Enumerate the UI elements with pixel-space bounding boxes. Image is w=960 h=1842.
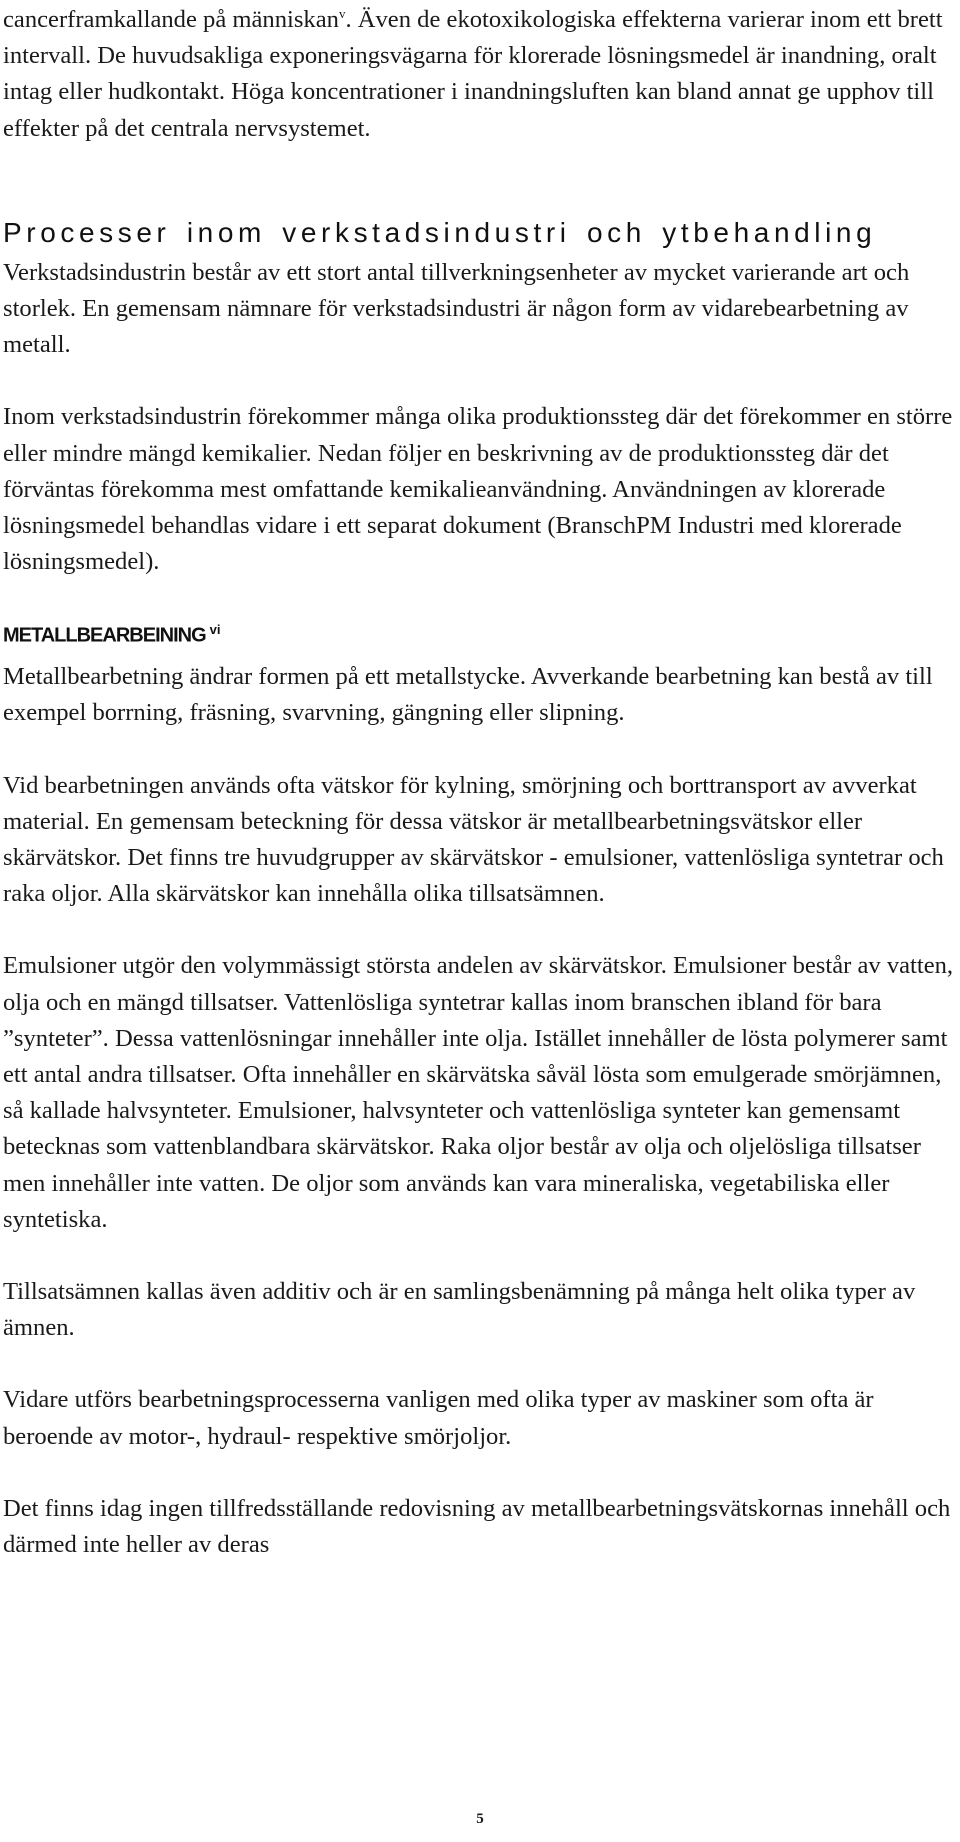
footnote-ref-v: v [338,5,346,21]
intro-text-end: . Även de ekotoxikologiska effekterna varierar inom ett brett intervall. De huvudsakliga exponeringsvägarna för klorerade lösningsmedel är inandning, oralt intag eller hudkontakt. Höga koncentrationer i inandningsluften kan bland annat ge upphov till effekter på det centrala nervsystemet. [3,6,943,142]
subsection-paragraph-2: Vid bearbetningen används ofta vätskor för kylning, smörjning och borttransport av avverkat material. En gemensam beteckning för dessa vätskor är metallbearbetningsvätskor eller skärvätskor. Det finns tre huvudgrupper av skärvätskor - emulsioner, vattenlösliga syntetrar och raka oljor. Alla skärvätskor kan innehålla olika tillsatsämnen. [3,771,944,908]
page-content [3,2,955,1563]
footnote-ref-vi: vi [209,622,221,638]
section-paragraph-1: Verkstadsindustrin består av ett stort antal tillverkningsenheter av mycket varierande art och storlek. En gemensam nämnare för verkstadsindustri är någon form av vidarebearbetning av metall. [3,258,910,359]
page-number: 5 [476,1811,484,1827]
subsection-paragraph-6: Det finns idag ingen tillfredsställande redovisning av metallbearbetningsvätskornas innehåll och därmed inte heller av deras [3,1494,951,1558]
intro-text-start: cancerframkallande på människan [3,6,339,33]
subsection-paragraph-4: Tillsatsämnen kallas även additiv och är en samlingsbenämning på många helt olika typer av ämnen. [3,1277,916,1342]
subsection-paragraph-5: Vidare utförs bearbetningsprocesserna vanligen med olika typer av maskiner som ofta är beroende av motor-, hydraul- respektive smörjoljor. [3,1386,874,1450]
subsection-paragraph-3: Emulsioner utgör den volymmässigt största andelen av skärvätskor. Emulsioner består av vatten, olja och en mängd tillsatser. Vattenlösliga syntetrar kallas inom branschen ibland för bara ”synteter”. Dessa vattenlösningar innehåller inte olja. Istället innehåller de lösta polymerer samt ett antal andra tillsatser. Ofta innehåller en skärvätska såväl lösta som emulgerade smörjämnen, så kallade halvsynteter. Emulsioner, halvsynteter och vattenlösliga synteter kan gemensamt betecknas som vattenblandbara skärvätskor. Raka oljor består av olja och oljelösliga tillsatser men innehåller inte vatten. De oljor som används kan vara mineraliska, vegetabiliska eller syntetiska. [3,952,954,1233]
subsection-paragraph-1: Metallbearbetning ändrar formen på ett metallstycke. Avverkande bearbetning kan bestå av till exempel borrning, fräsning, svarvning, gängning eller slipning. [3,663,933,727]
intro-paragraph [3,2,955,147]
section-heading: Processer inom verkstadsindustri och ytbehandling [3,216,877,248]
section-paragraph-2: Inom verkstadsindustrin förekommer många olika produktionssteg där det förekommer en större eller mindre mängd kemikalier. Nedan följer en beskrivning av de produktionssteg där det förväntas förekomma mest omfattande kemikalieanvändning. Användningen av klorerade lösningsmedel behandlas vidare i ett separat dokument (BranschPM Industri med klorerade lösningsmedel). [3,403,953,576]
subsection-heading [3,616,955,650]
subsection-heading-text: METALLBEARBEINING [3,625,206,648]
